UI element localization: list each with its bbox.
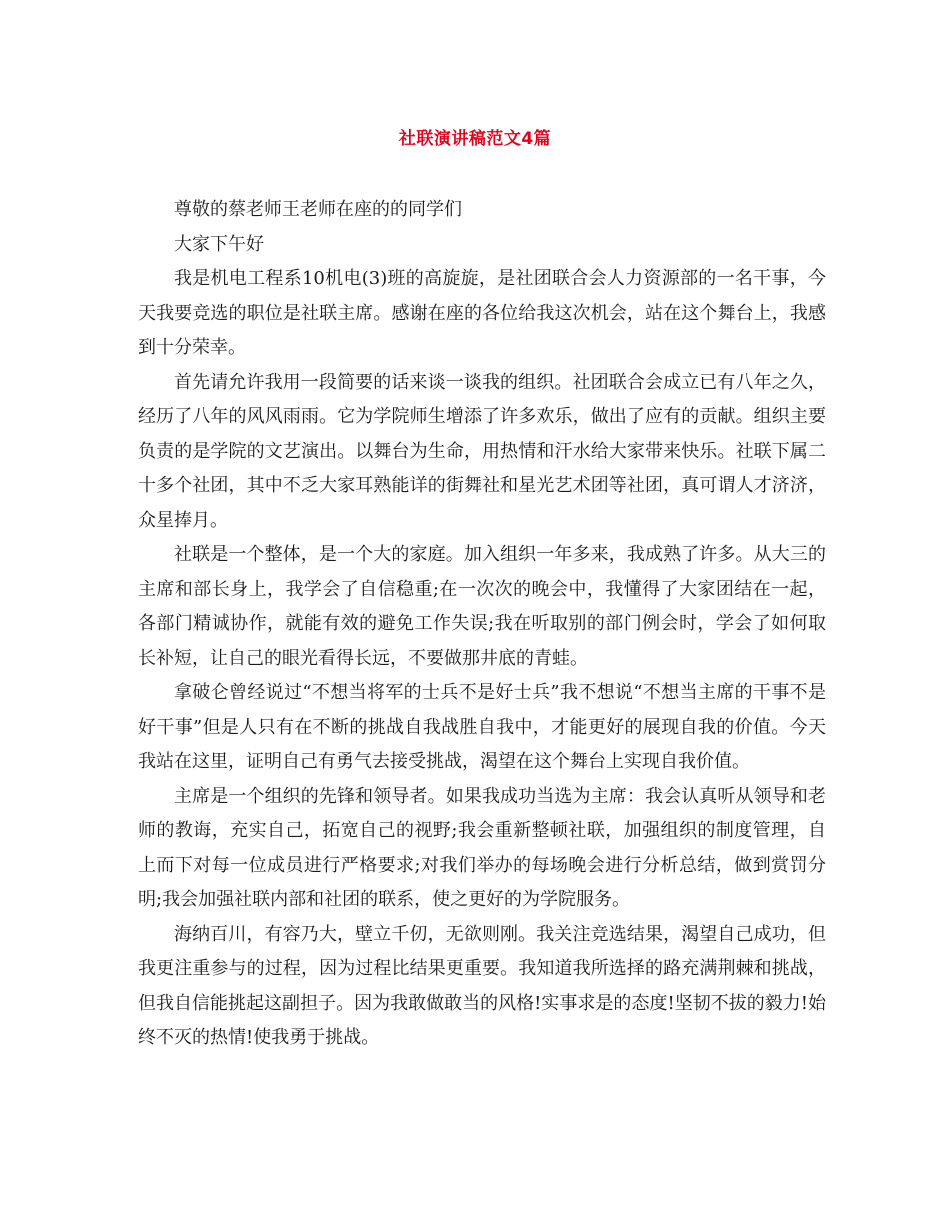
greeting: 大家下午好 (174, 233, 264, 255)
salutation: 尊敬的蔡老师王老师在座的的同学们 (174, 199, 462, 220)
paragraph-plans: 主席是一个组织的先锋和领导者。如果我成功当选为主席：我会认真听从领导和老师的教诲，充实自己，拓宽自己的视野;我会重新整顿社联，加强组织的制度管理，自上而下对每一位成员进行严格要求;对我们举办的每场晚会进行分析总结，做到赏罚分明;我会加强社联内部和社团的联系，使之更好的为学院服务。 (138, 785, 826, 910)
paragraph-organization: 首先请允许我用一段简要的话来谈一谈我的组织。社团联合会成立已有八年之久，经历了八年的风风雨雨。它为学院师生增添了许多欢乐，做出了应有的贡献。组织主要负责的是学院的文艺演出。以舞台为生命，用热情和汗水给大家带来快乐。社联下属二十多个社团，其中不乏大家耳熟能详的街舞社和星光艺术团等社团，真可谓人才济济，众星捧月。 (138, 371, 826, 531)
paragraph-conclusion: 海纳百川，有容乃大，壁立千仞，无欲则刚。我关注竞选结果，渴望自己成功，但我更注重参与的过程，因为过程比结果更重要。我知道我所选择的路充满荆棘和挑战，但我自信能挑起这副担子。因为我敢做敢当的风格!实事求是的态度!坚韧不拔的毅力!始终不灭的热情!使我勇于挑战。 (138, 923, 826, 1048)
paragraph-challenge: 拿破仑曾经说过“不想当将军的士兵不是好士兵”我不想说“不想当主席的干事不是好干事”但是人只有在不断的挑战自我战胜自我中，才能更好的展现自我的价值。今天我站在这里，证明自己有勇气去接受挑战，渴望在这个舞台上实现自我价值。 (138, 682, 826, 772)
paragraph-introduction: 我是机电工程系10机电(3)班的高旋旋，是社团联合会人力资源部的一名干事，今天我要竞选的职位是社联主席。感谢在座的各位给我这次机会，站在这个舞台上，我感到十分荣幸。 (138, 268, 826, 358)
paragraph-growth: 社联是一个整体，是一个大的家庭。加入组织一年多来，我成熟了许多。从大三的主席和部长身上，我学会了自信稳重;在一次次的晚会中，我懂得了大家团结在一起，各部门精诚协作，就能有效的避免工作失误;我在听取别的部门例会时，学会了如何取长补短，让自己的眼光看得长远，不要做那井底的青蛙。 (138, 544, 826, 669)
document-body (138, 193, 826, 1056)
document-title: 社联演讲稿范文4篇 (398, 129, 552, 149)
